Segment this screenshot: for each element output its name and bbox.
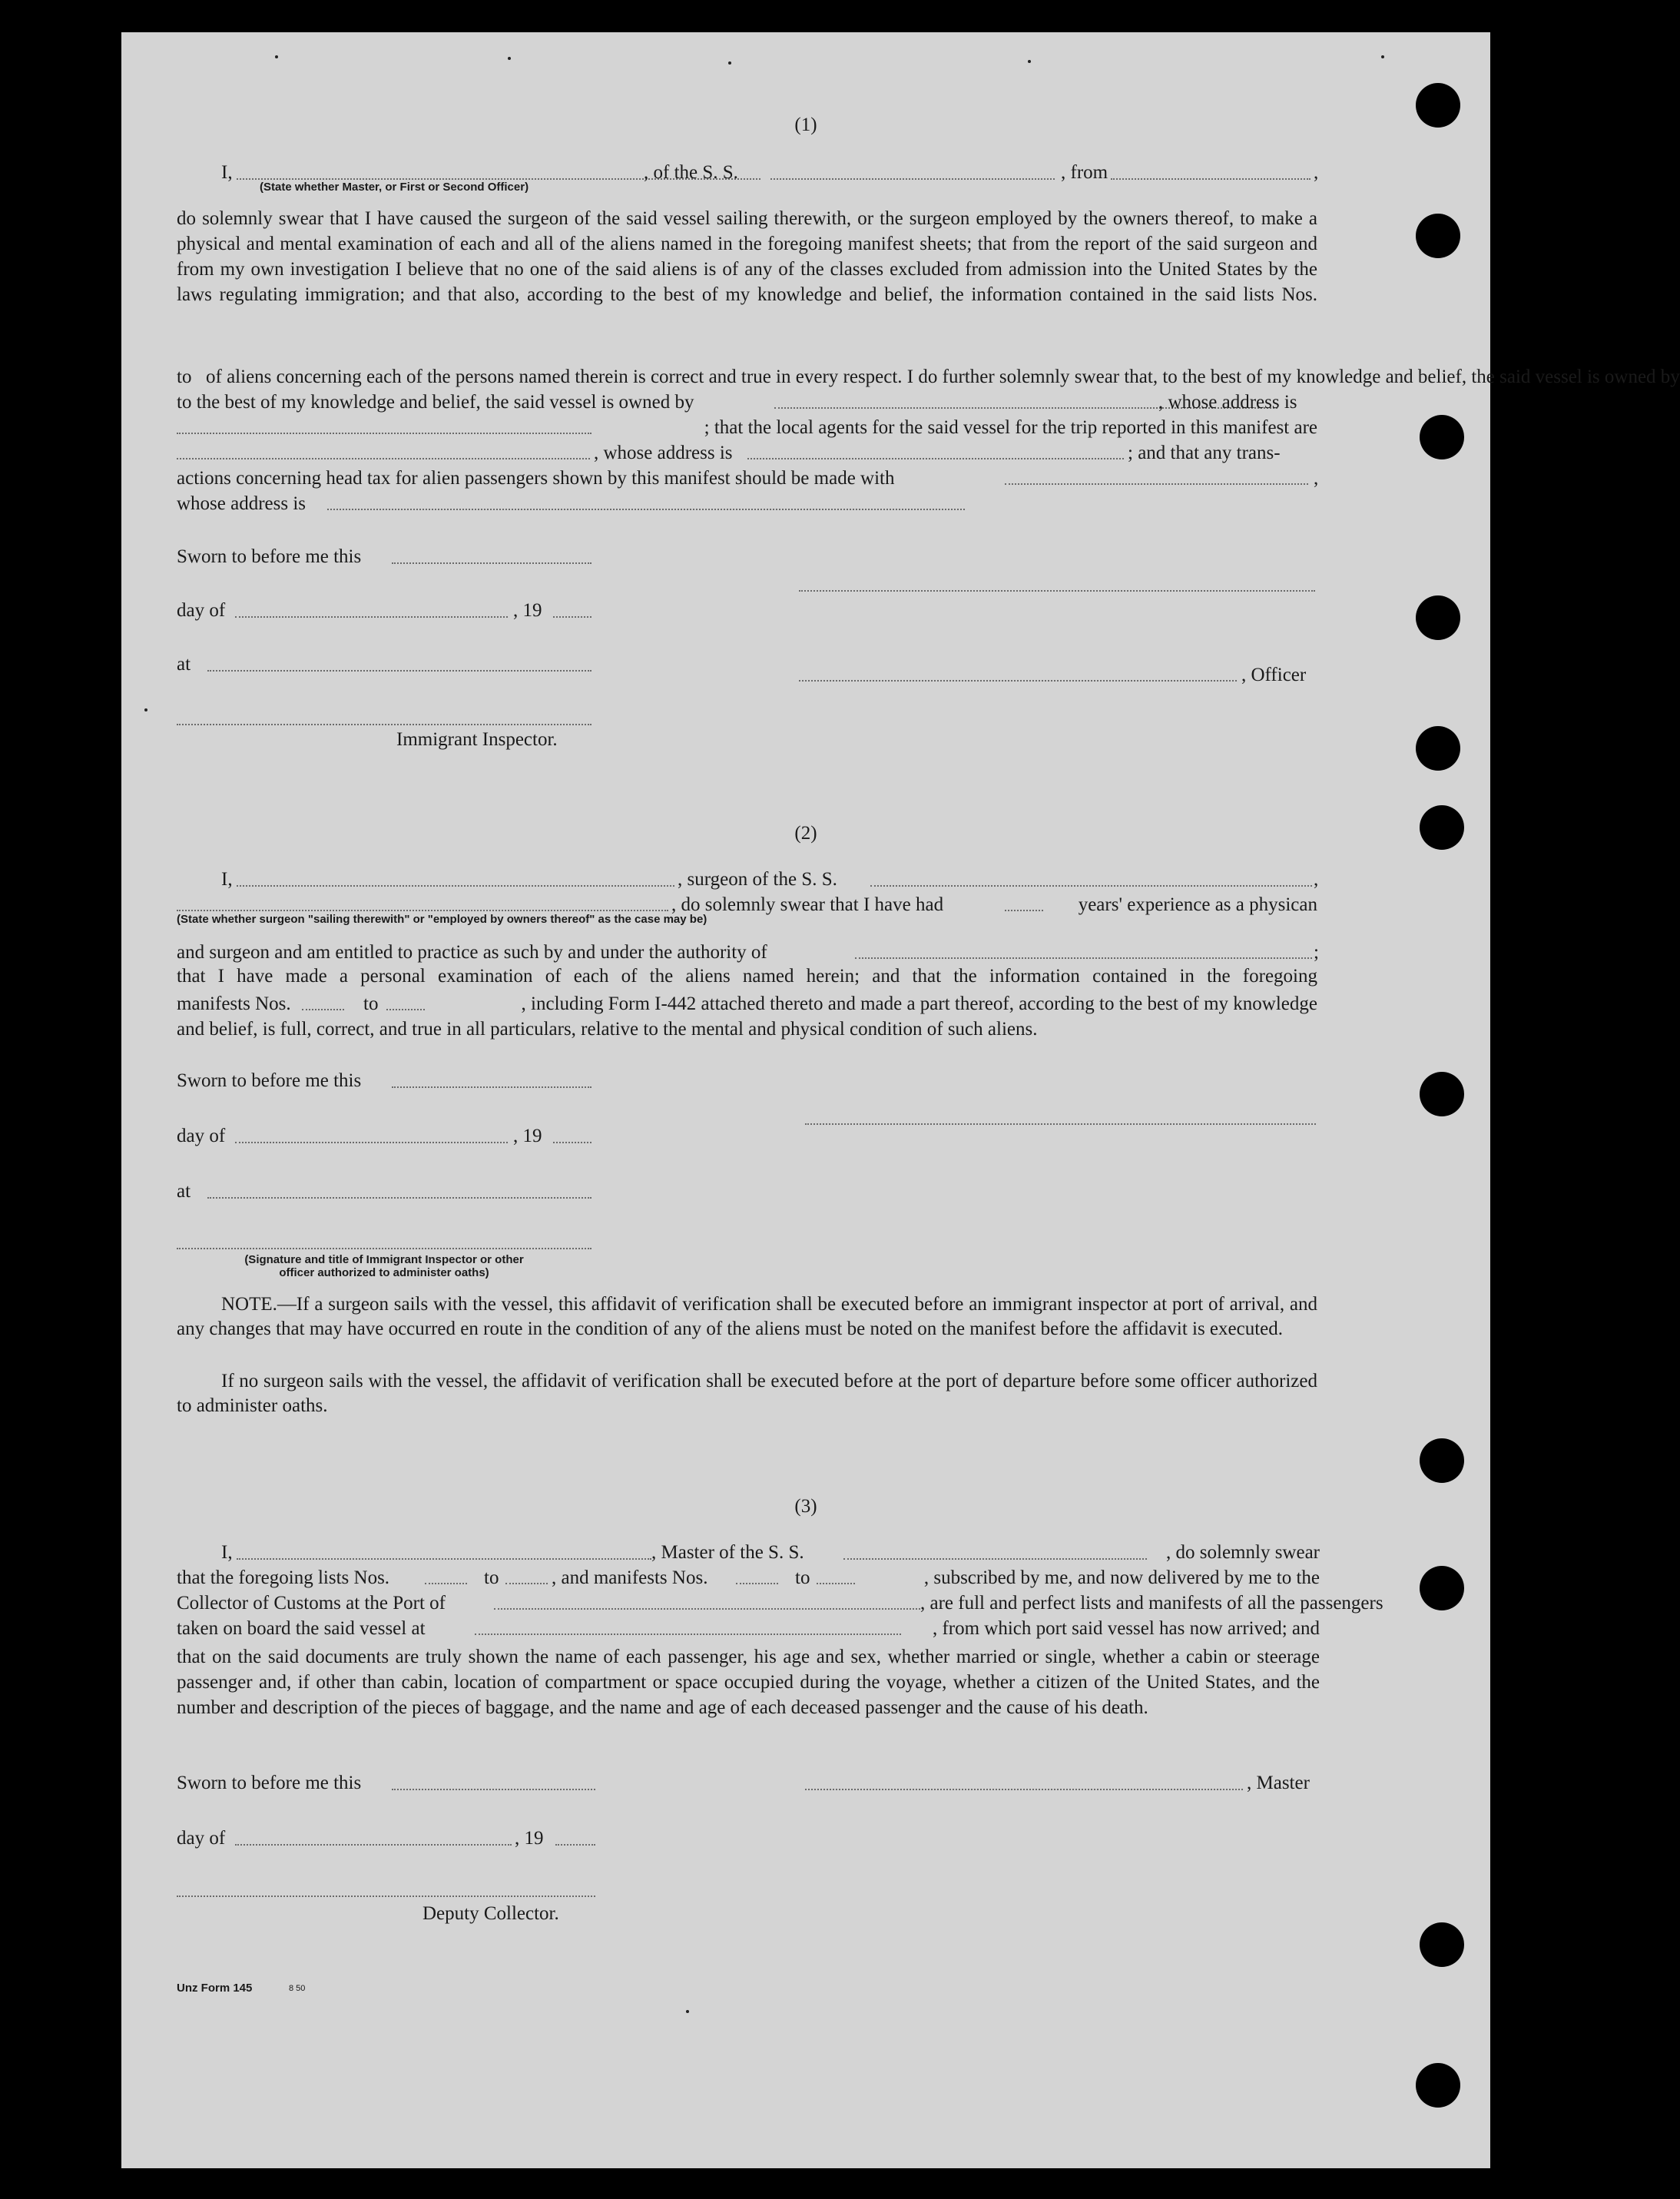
s1-from: , from [1061, 162, 1108, 183]
section-3-number: (3) [794, 1496, 817, 1517]
s2-signature-note-1: (Signature and title of Immigrant Inspector or other [244, 1253, 524, 1266]
s3-taken-at-field[interactable] [475, 1633, 901, 1635]
s2-signature-field[interactable] [805, 1123, 1316, 1125]
s1-comma: , [1314, 162, 1319, 183]
s1-officer-note: (State whether Master, or First or Second Officer) [260, 181, 529, 194]
s1-inspector-field[interactable] [177, 724, 591, 725]
section-1-number: (1) [794, 114, 817, 135]
s2-comma: , [1314, 869, 1319, 890]
s3-i: I, [221, 1542, 233, 1563]
s3-year-field[interactable] [555, 1844, 595, 1846]
s1-whose3: whose address is [177, 493, 307, 514]
s3-lists-to-field[interactable] [505, 1583, 548, 1584]
s2-years-field[interactable] [1005, 910, 1043, 911]
speck [1028, 60, 1031, 63]
s1-agents-address-field[interactable] [747, 458, 1124, 459]
s3-sworn: Sworn to before me this [177, 1773, 362, 1793]
punch-hole [1420, 1438, 1464, 1483]
s1-aliens-text: of aliens concerning each of the persons named therein is correct and true in every respect. I do further solemnly swear that, to the best of my knowledge and belief, the said vessel is owned by [206, 366, 1680, 387]
punch-hole [1416, 214, 1460, 258]
s3-master-name-field[interactable] [237, 1558, 651, 1560]
s1-head-tax-address-field[interactable] [327, 509, 965, 510]
s3-perfect: , are full and perfect lists and manifests of all the passengers [920, 1593, 1383, 1614]
s2-to: to [363, 993, 379, 1014]
s2-sworn-field[interactable] [392, 1086, 591, 1088]
s3-19: , 19 [515, 1828, 544, 1849]
s3-sworn-field[interactable] [392, 1789, 595, 1790]
s1-day-field[interactable] [235, 616, 508, 618]
s1-i: I, [221, 162, 233, 183]
section-2-number: (2) [794, 823, 817, 844]
s1-owned-label: to the best of my knowledge and belief, the said vessel is owned by [177, 392, 694, 413]
s2-line6: and belief, is full, correct, and true in all particulars, relative to the mental and physical condition of such aliens. [177, 1019, 1038, 1040]
s2-day-field[interactable] [235, 1142, 508, 1143]
s2-i: I, [221, 869, 233, 890]
s3-manifests: , and manifests Nos. [552, 1567, 708, 1588]
form-page [121, 32, 1680, 2168]
s2-surgeon: , surgeon of the S. S. [678, 869, 837, 890]
s3-dayof: day of [177, 1828, 226, 1849]
s3-taken: taken on board the said vessel at [177, 1618, 426, 1639]
s1-agents: ; that the local agents for the said vessel for the trip reported in this manifest are [704, 417, 1317, 438]
s1-inspector: Immigrant Inspector. [396, 729, 558, 750]
s2-years: years' experience as a physican [1078, 894, 1317, 915]
s1-vessel-name-field[interactable] [770, 178, 1055, 180]
s1-officer-field[interactable] [799, 680, 1237, 682]
punch-hole [1416, 2063, 1460, 2108]
s2-swear: , do solemnly swear that I have had [671, 894, 944, 915]
s1-at: at [177, 654, 191, 675]
s1-head-tax-field[interactable] [1005, 483, 1308, 485]
s3-to2: to [795, 1567, 810, 1588]
s2-at-field[interactable] [207, 1197, 591, 1199]
speck [508, 57, 511, 60]
speck [144, 708, 147, 711]
s1-year-field[interactable] [553, 616, 591, 618]
s2-vessel-field[interactable] [870, 885, 1312, 887]
s2-sworn: Sworn to before me this [177, 1070, 362, 1091]
s2-surgeon-note: (State whether surgeon "sailing therewith" or "employed by owners thereof" as the case may be) [177, 913, 707, 926]
s3-subscribed: , subscribed by me, and now delivered by me to the [923, 1567, 1320, 1588]
s1-whose: , whose address is [1158, 392, 1297, 413]
punch-hole [1420, 805, 1464, 850]
speck [275, 55, 278, 58]
s2-19: , 19 [513, 1126, 542, 1146]
s3-deputy-sign-field[interactable] [177, 1896, 595, 1897]
s2-surgeon-type-field[interactable] [177, 910, 668, 911]
s1-agents-field[interactable] [177, 458, 590, 459]
s1-to: to [177, 366, 192, 387]
s3-master-sign-field[interactable] [805, 1789, 1243, 1790]
punch-hole [1420, 1922, 1464, 1967]
s1-signature-field[interactable] [799, 590, 1315, 592]
s1-at-field[interactable] [207, 670, 591, 672]
s2-dayof: day of [177, 1126, 226, 1146]
footer-code: 8 50 [289, 1984, 306, 1993]
s2-manifest-from-field[interactable] [302, 1009, 344, 1010]
s3-port-field[interactable] [494, 1608, 920, 1610]
punch-hole [1420, 1566, 1464, 1610]
speck [1381, 55, 1384, 58]
s3-day-field[interactable] [235, 1844, 512, 1846]
s3-master-of: , Master of the S. S. [651, 1542, 804, 1563]
footer-form: Unz Form 145 [177, 1982, 253, 1995]
s1-officer: , Officer [1241, 665, 1307, 685]
s3-to: to [484, 1567, 499, 1588]
s3-manifests-to-field[interactable] [817, 1583, 855, 1584]
s2-manifest-to-field[interactable] [386, 1009, 425, 1010]
s2-year-field[interactable] [553, 1142, 591, 1143]
s3-collector: Collector of Customs at the Port of [177, 1593, 446, 1614]
s3-arrived: , from which port said vessel has now arrived; and [932, 1618, 1320, 1639]
punch-hole [1420, 415, 1464, 459]
s2-authority-field[interactable] [855, 957, 1312, 959]
speck [686, 2010, 689, 2013]
s2-note-1: NOTE.—If a surgeon sails with the vessel, this affidavit of verification shall be executed before an immigrant inspector at port of arrival, and any changes that may have occurred en route in the condition of any of the aliens must be noted on the manifest before the affidavit is executed. [177, 1294, 1317, 1339]
s3-lists: that the foregoing lists Nos. [177, 1567, 390, 1588]
s1-dayof: day of [177, 600, 226, 621]
punch-hole [1416, 726, 1460, 771]
s1-of-ss: , of the S. S. [644, 162, 738, 183]
punch-hole [1420, 1072, 1464, 1116]
speck [728, 61, 731, 65]
s1-trans: ; and that any trans- [1128, 443, 1281, 463]
s1-owner-address-field[interactable] [177, 433, 591, 434]
s1-19: , 19 [513, 600, 542, 621]
s1-sworn: Sworn to before me this [177, 546, 362, 567]
s1-comma2: , [1314, 468, 1319, 489]
s2-manifests: manifests Nos. [177, 993, 291, 1014]
s3-paragraph: that on the said documents are truly shown the name of each passenger, his age and sex, whether married or single, whether a cabin or steerage passenger and, if other than cabin, location of compartment or space occupied during the voyage, whether a citizen of the United States, and the number and description of the pieces of baggage, and the name and age of each deceased passenger and the cause of his death. [177, 1647, 1320, 1718]
s2-inspector-sign-field[interactable] [177, 1248, 591, 1249]
s1-actions: actions concerning head tax for alien passengers shown by this manifest should be made with [177, 468, 895, 489]
s3-vessel-field[interactable] [843, 1558, 1147, 1560]
s2-signature-note-2: officer authorized to administer oaths) [279, 1266, 489, 1279]
s3-deputy: Deputy Collector. [422, 1903, 559, 1924]
s2-note-2: If no surgeon sails with the vessel, the affidavit of verification shall be executed before at the port of departure before some officer authorized to administer oaths. [177, 1371, 1317, 1416]
s3-master: , Master [1247, 1773, 1310, 1793]
s2-line4: that I have made a personal examination of each of the aliens named herein; and that the information contained in the foregoing [177, 966, 1317, 987]
s2-semicolon: ; [1314, 942, 1319, 963]
s1-paragraph: do solemnly swear that I have caused the surgeon of the said vessel sailing therewith, or the surgeon employed by the owners thereof, to make a physical and mental examination of each and all of the aliens named in the foregoing manifest sheets; that from the report of the said surgeon and from my own investigation I believe that no one of the said aliens is of any of the classes excluded from admission into the United States by the laws regulating immigration; and that also, according to the best of my knowledge and belief, the information contained in the said lists Nos. [177, 208, 1317, 305]
s2-line5b: , including Form I-442 attached thereto and made a part thereof, according to the best of my knowledge [521, 993, 1317, 1014]
punch-hole [1416, 83, 1460, 128]
s1-whose2: , whose address is [594, 443, 733, 463]
s3-swear: , do solemnly swear [1166, 1542, 1320, 1563]
s2-authority: and surgeon and am entitled to practice as such by and under the authority of [177, 942, 767, 963]
s1-from-field[interactable] [1111, 178, 1311, 180]
s2-surgeon-name-field[interactable] [237, 885, 674, 887]
s3-manifests-from-field[interactable] [736, 1583, 778, 1584]
s3-lists-from-field[interactable] [425, 1583, 467, 1584]
punch-hole [1416, 595, 1460, 640]
s2-at: at [177, 1181, 191, 1202]
s1-sworn-field[interactable] [392, 562, 591, 564]
